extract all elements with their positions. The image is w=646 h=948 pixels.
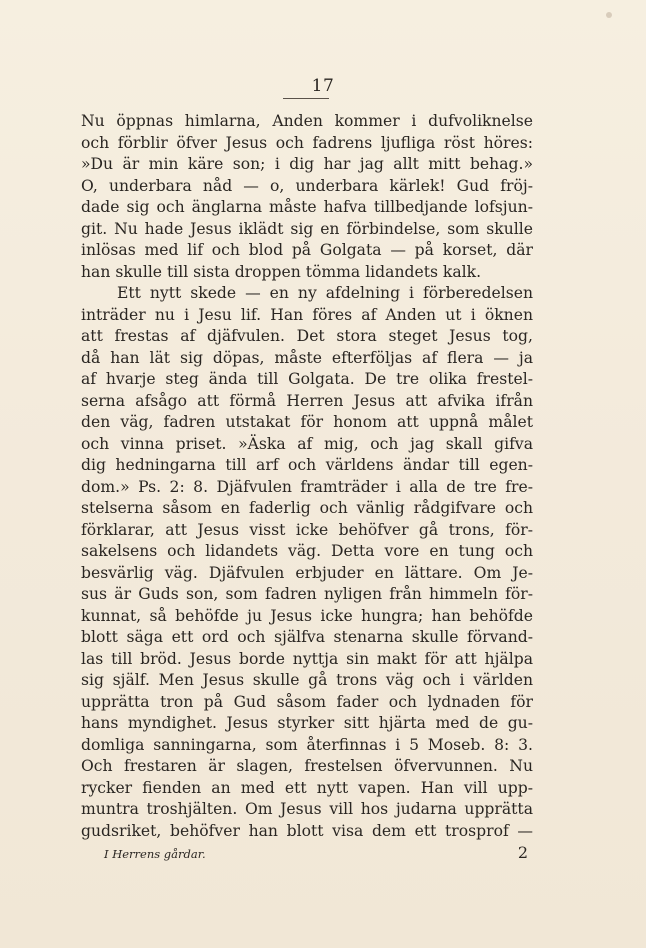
text-line: rycker fienden an med ett nytt vapen. Han vill upp- <box>81 778 533 797</box>
page-number: 17 <box>311 76 335 96</box>
paper-speck <box>606 12 612 18</box>
text-line: dig hedningarna till arf och världens ändar till egen- <box>81 456 533 474</box>
text-line: git. Nu hade Jesus iklädt sig en förbindelse, som skulle <box>81 219 533 238</box>
text-line: inträder nu i Jesu lif. Han föres af Anden ut i öknen <box>81 305 533 324</box>
text-line: sig själf. Men Jesus skulle gå trons väg och i världen <box>81 671 533 689</box>
text-line: kunnat, så behöfde ju Jesus icke hungra; han behöfde <box>81 606 533 625</box>
text-line: muntra troshjälten. Om Jesus vill hos judarna upprätta <box>81 800 533 818</box>
text-line: upprätta tron på Gud såsom fader och lydnaden för <box>81 692 533 711</box>
page-number-rule <box>283 98 329 99</box>
text-line: dade sig och änglarna måste hafva tillbedjande lofsjun- <box>81 198 533 216</box>
page-footer <box>104 843 528 867</box>
text-line: förklarar, att Jesus visst icke behöfver gå trons, för- <box>81 520 533 539</box>
text-line: Och frestaren är slagen, frestelsen öfvervunnen. Nu <box>81 757 533 775</box>
text-line: O, underbara nåd — o, underbara kärlek! Gud fröj- <box>81 176 533 195</box>
text-line: sus är Guds son, som fadren nyligen från himmeln för- <box>81 585 533 603</box>
text-line: sakelsens och lidandets väg. Detta vore en tung och <box>81 542 533 560</box>
text-line: af hvarje steg ända till Golgata. De tre olika frestel- <box>81 370 533 388</box>
text-line: stelserna såsom en faderlig och vänlig rådgifvare och <box>81 499 533 517</box>
sheet-number: 2 <box>517 843 528 862</box>
text-line: och vinna priset. »Äska af mig, och jag skall gifva <box>81 434 533 453</box>
signature-mark: I Herrens gårdar. <box>104 847 206 861</box>
text-line: Nu öppnas himlarna, Anden kommer i dufvoliknelse <box>81 112 533 130</box>
text-line: han skulle till sista droppen tömma lidandets kalk. <box>81 262 482 281</box>
text-line: »Du är min käre son; i dig har jag allt mitt behag.» <box>81 155 533 173</box>
text-line: då han lät sig döpas, måste efterföljas af flera — ja <box>81 348 533 367</box>
text-line: besvärlig väg. Djäfvulen erbjuder en lättare. Om Je- <box>81 563 533 582</box>
text-line: Ett nytt skede — en ny afdelning i förberedelsen <box>117 284 533 302</box>
text-line: dom.» Ps. 2: 8. Djäfvulen framträder i alla de tre fre- <box>81 477 533 496</box>
text-line: serna afsågo att förmå Herren Jesus att afvika ifrån <box>81 391 533 410</box>
text-line: gudsriket, behöfver han blott visa dem ett trosprof — <box>81 821 533 840</box>
text-line: blott säga ett ord och själfva stenarna skulle förvand- <box>81 628 533 646</box>
text-line: och förblir öfver Jesus och fadrens ljufliga röst höres: <box>81 133 533 152</box>
text-line: den väg, fadren utstakat för honom att uppnå målet <box>81 413 533 431</box>
text-line: las till bröd. Jesus borde nyttja sin makt för att hjälpa <box>81 649 533 668</box>
text-line: hans myndighet. Jesus styrker sitt hjärta med de gu- <box>81 714 533 732</box>
text-line: domliga sanningarna, som återfinnas i 5 Moseb. 8: 3. <box>81 735 533 754</box>
text-line: att frestas af djäfvulen. Det stora steget Jesus tog, <box>81 327 533 345</box>
text-line: inlösas med lif och blod på Golgata — på korset, där <box>81 241 533 259</box>
body-text <box>81 111 533 842</box>
